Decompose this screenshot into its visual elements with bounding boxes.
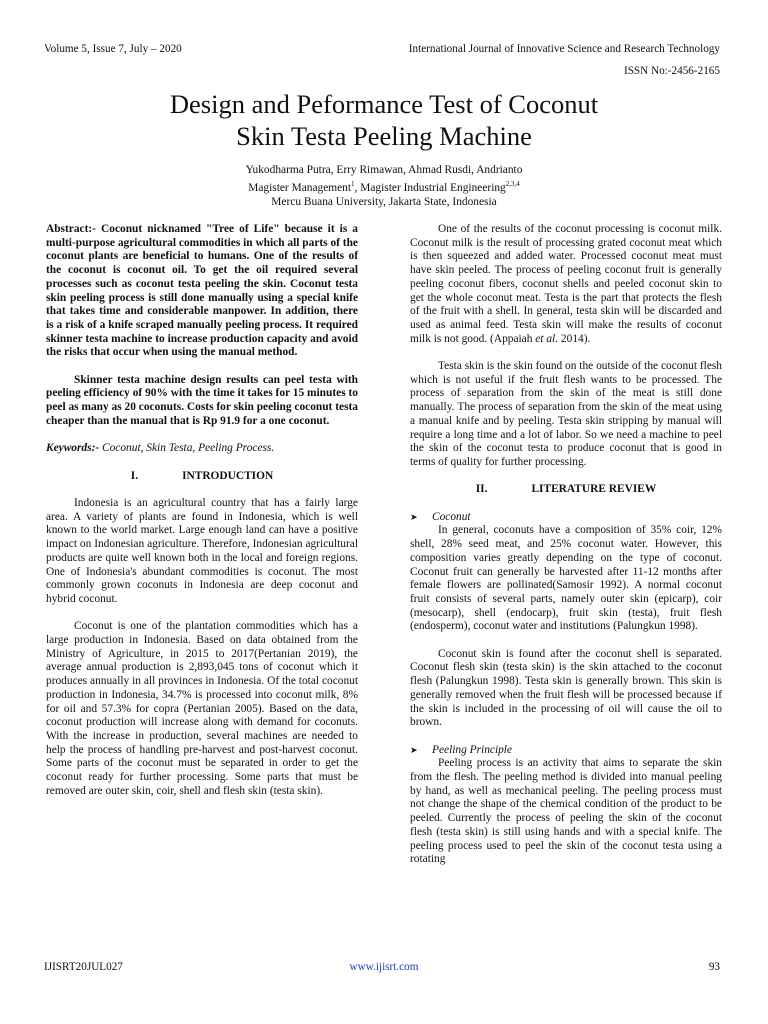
intro-paragraph: Indonesia is an agricultural country that has a fairly large area. A variety of plants are found in Indonesia, which is well known to the world market. Large enough land can have a positive impact on Indonesian agriculture. Therefore, Indonesian agricultural products are quite well known both in the local and foreign regions. One of Indonesia's abundant commodities is coconut. The most commonly grown coconuts in Indonesia are deep coconut and hybrid coconut. <box>46 497 358 605</box>
body-paragraph: Peeling process is an activity that aims to separate the skin from the flesh. The peeling method is divided into manual peeling by hand, as well as mechanical peeling. The peeling process must not change the shape of the chemical condition of the product to be peeled. Currently the process of peeling the skin of the coconut flesh (testa skin) is still using hands and with a special knife. The peeling process used to peel the skin of the coconut testa using a rotating <box>410 757 722 866</box>
footer-code: IJISRT20JUL027 <box>44 961 123 973</box>
page-number: 93 <box>708 961 720 973</box>
right-column <box>410 223 722 881</box>
author-names: Yukodharma Putra, Erry Rimawan, Ahmad Rusdi, Andrianto <box>245 164 523 176</box>
abstract-paragraph: Abstract:- Coconut nicknamed "Tree of Life" because it is a multi-purpose agricultural commodities in which all parts of the coconut plants are beneficial to humans. One of the results of the coconut is coconut oil. To get the oil required several processes such as coconut testa peeling the skin. Coconut testa skin peeling process is still done manually using a special knife that takes time and considerable manpower. In addition, there is a risk of a knife scraped manually peeling process. It required skinner testa machine to increase production capacity and avoid the risks that occur when using the manual method. <box>46 223 358 359</box>
arrow-bullet-icon: ➤ <box>410 744 418 755</box>
footer-url[interactable]: www.ijisrt.com <box>349 961 419 973</box>
body-paragraph: Coconut skin is found after the coconut shell is separated. Coconut flesh skin (testa skin) is the skin attached to the coconut flesh (Palungkun 1998). Testa skin is generally brown. This skin is generally removed when the fruit flesh will be processed because if the skin is included in the processing of oil will cause the oil to brown. <box>410 647 722 729</box>
intro-paragraph: Coconut is one of the plantation commodities which has a large production in Indonesia. Based on data obtained from the Ministry of Agriculture, in 2015 to 2017(Pertanian 2019), the average annual production is 2,893,045 tons of coconut which it produces annually in all provinces in Indonesia. Of the total coconut production in Indonesia, 34.7% is processed into coconut milk, 8% for oil and 57.3% for copra (Pertanian 2005). Based on the data, coconut production will increase along with demand for coconuts. With the increase in production, several machines are needed to help the process of handling pre-harvest and post-harvest coconut. Some parts of the coconut must be separated in order to get the coconut ready for further processing. Some parts that must be removed are outer skin, coir, shell and flesh skin (testa skin). <box>46 620 358 797</box>
subsection-coconut: ➤ Coconut <box>410 510 471 523</box>
abstract-paragraph-2: Skinner testa machine design results can peel testa with peeling efficiency of 90% with the time it takes for 15 minutes to peel as many as 20 coconuts. Costs for skin peeling coconut testa cheaper than the manual that is Rp 91.9 for a one coconut. <box>46 373 358 427</box>
author-affiliations: Magister Management$^1$, Magister Industrial Engineering$^{2,3,4}$ <box>248 180 520 194</box>
arrow-bullet-icon: ➤ <box>410 511 418 522</box>
left-column <box>46 223 358 812</box>
paper-title <box>0 88 768 152</box>
title-line-2: Skin Testa Peeling Machine <box>236 121 532 151</box>
header-journal: International Journal of Innovative Science and Research Technology <box>408 43 720 55</box>
body-paragraph: In general, coconuts have a composition of 35% coir, 12% shell, 28% seed meat, and 25% coconut water. However, this composition varies greatly depending on the type of coconut. Coconut fruit can generally be harvested after 11-12 months after female flowers are pollinated(Samosir 1992). A normal coconut fruit consists of several parts, namely outer skin (epicarp), coir (mesocarp), shell (endocarp), fruit skin (testa), fruit flesh (endosperm), coconut water and institutions (Palungkun 1998). <box>410 524 722 633</box>
subsection-peeling-principle: ➤ Peeling Principle <box>410 743 513 756</box>
title-line-1: Design and Peformance Test of Coconut <box>169 89 599 119</box>
body-paragraph: Testa skin is the skin found on the outside of the coconut flesh which is not useful if the fruit flesh wants to be processed. The process of separation from the skin of the meat is still done manually. The process of separation from the skin of the meat using a manual knife and by peeling. Testa skin stripping by manual will require a long time and a lot of labor. So we need a machine to peel the skin of the coconut testa to produce coconut that is good in terms of quality for further processing. <box>410 360 722 468</box>
section-heading-literature-review: II. LITERATURE REVIEW <box>475 483 657 496</box>
keywords: Keywords:- Coconut, Skin Testa, Peeling Process. <box>46 442 275 455</box>
author-block <box>0 163 768 209</box>
header-volume: Volume 5, Issue 7, July – 2020 <box>44 43 182 55</box>
author-institution: Mercu Buana University, Jakarta State, Indonesia <box>271 195 497 208</box>
header-issn: ISSN No:-2456-2165 <box>623 65 720 77</box>
body-paragraph: One of the results of the coconut processing is coconut milk. Coconut milk is the result of processing grated coconut meat which is then squeezed and added water. Processed coconut meat must have skin peeled. The process of peeling coconut fruit is generally peeling coconut fibers, coconut shells and peeled coconut skin to get the whole coconut meat. Testa is the part that protects the flesh of the fruit with a shell. In general, testa skin will be discarded and used as animal feed. Testa skin will make the results of coconut milk is not good. (Appaiah et al. 2014). <box>410 223 722 345</box>
section-heading-introduction: I. INTRODUCTION <box>130 469 274 482</box>
